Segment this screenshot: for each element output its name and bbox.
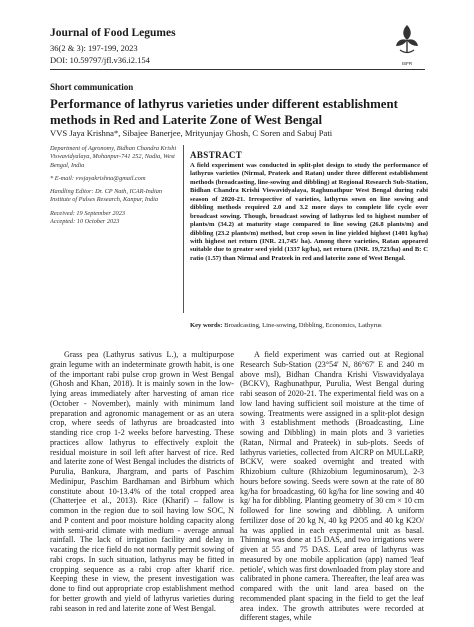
logo-caption: ISFR	[401, 61, 413, 66]
article-title: Performance of lathyrus varieties under different establishment methods in Red and Laterite Zone of West Bengal	[50, 97, 398, 127]
header-rule	[50, 69, 425, 70]
affiliation: Department of Agronomy, Bidhan Chandra Krishi Viswavidyalaya, Mohanpur-741 252, Nadia, West Bengal, India	[50, 145, 177, 169]
keywords-label: Key words:	[190, 322, 223, 329]
email[interactable]: * E-mail: vvsjayakrishna@gmail.com	[50, 174, 146, 182]
article-authors: VVS Jaya Krishna*, Sibajee Banerjee, Mrityunjay Ghosh, C Soren and Sabuj Pati	[50, 128, 333, 138]
journal-title: Journal of Food Legumes	[50, 27, 176, 39]
journal-doi[interactable]: DOI: 10.59797/jfl.v36.i2.154	[50, 55, 150, 65]
article-info-sidebar	[50, 145, 178, 231]
body-column-right: A field experiment was carried out at Regional Research Sub-Station (23°54' N, 86°67' E and 240 m above msl), Bidhan Chandra Krishi Viswavidyalaya (BCKV), Raghunathpur, Purulia, West Bengal during rabi season of 2020-21. The experimental field was on a low land having sufficient soil moisture at the time of sowing. Treatments were assigned in a split-plot design with 3 establishment methods (Broadcasting, Line sowing and Dibbling) in main plots and 3 varieties (Ratan, Nirmal and Prateek) in sub-plots. Seeds of lathyrus varieties, collected from AICRP on MULLaRP, BCKV, were soaked overnight and treated with Rhizobium culture (Rhizobium leguminosarum), 2-3 hours before sowing. Seeds were sown at the rate of 80 kg/ha for broadcasting, 60 kg/ha for line sowing and 40 kg/ ha for dibbling. Planting geometry of 30 cm × 10 cm followed for line sowing and dibbling. A uniform fertilizer dose of 20 kg N, 40 kg P2O5 and 40 kg K2O/ ha was applied in each experimental unit as basal. Thinning was done at 15 DAS, and two irrigations were given at 55 and 75 DAS. Leaf area of lathyrus was measured by one mobile application (app) named 'leaf petiole', which was first downloaded from play store and calibrated in phone camera. Thereafter, the leaf area was compared with the unit land area based on the recommended plant spacing in the field to get the leaf area index. The growth attributes were recorded at different stages, while	[240, 350, 424, 623]
handling-editor: Handling Editor: Dr. CP Nath, ICAR-Indian Institute of Pulses Research, Kanpur, India	[50, 188, 163, 204]
sidebar-divider	[183, 145, 184, 313]
journal-issue: 36(2 & 3): 197-199, 2023	[50, 43, 138, 53]
keywords	[190, 322, 428, 329]
journal-logo-icon	[392, 22, 422, 66]
received-date: Received: 19 September 2023	[50, 209, 126, 217]
abstract-text: A field experiment was conducted in split-plot design to study the performance of lathyrus varieties (Nirmal, Prateek and Ratan) under three different establishment methods (broadcasting, line-sowing and dibbling) at Regional Research Sub-Station, Bidhan Chandra Krishi Viswavidyalaya, Raghunathpur West Bengal during rabi season of 2020-21. Irrespective of varieties, lathyrus sown on line sowing and dibbling methods required 2.0 and 3.2 more days to complete life cycle over broadcast sowing. Though, broadcast sowing of lathyrus led to highest number of plants/m (34.2) at maturity stage compared to line sowing (26.8 plants/m) and dibbling (23.2 plants/m) method, but crop sown in line yielded highest (1401 kg/ha) with highest net return (INR. 21,745/ ha). Among three varieties, Ratan appeared suitable due to greater seed yield (1337 kg/ha), net return (INR. 19,723/ha) and B: C ratio (1.57) than Nirmal and Prateek in red and laterite zone of West Bengal.	[190, 162, 428, 262]
keywords-list: Broadcasting, Line-sowing, Dibbling, Economics, Lathyrus	[222, 322, 382, 329]
accepted-date: Accepted: 10 October 2023	[50, 218, 120, 226]
abstract-heading: ABSTRACT	[190, 150, 243, 160]
section-label: Short communication	[50, 82, 134, 92]
body-column-left: Grass pea (Lathyrus sativus L.), a multipurpose grain legume with an indeterminate growth habit, is one of the important rabi pulse crop grown in West Bengal (Ghosh and Khan, 2018). It is mainly sown in the low-lying areas immediately after harvesting of aman rice (October - November), mainly with minimum land preparation and agronomic management or as an utera crop, where seeds of lathyrus are broadcasted into standing rice crop 1-2 weeks before harvesting. These practices allow lathyrus to effectively exploit the residual moisture in soil left after harvest of rice. Red and laterite zone of West Bengal includes the districts of Purulia, Bankura, Jhargram, and parts of Paschim Medinipur, Paschim Bardhaman and Birbhum which constitute about 10-13.4% of the total cropped area (Chatterjee et al., 2013). Rice (Kharif) – fallow is common in the region due to soil having low SOC, N and P content and poor moisture holding capacity along with semi-arid climate with medium - average annual rainfall. The lack of irrigation facility and delay in vacating the rice field do not normally permit sowing of rabi crops. In such situation, lathyrus may be fitted in cropping sequence as a rabi crop after kharif rice. Keeping these in view, the present investigation was done to find out appropriate crop establishment method for better growth and yield of lathyrus varieties during rabi season in red and laterite zone of West Bengal.	[50, 350, 234, 613]
